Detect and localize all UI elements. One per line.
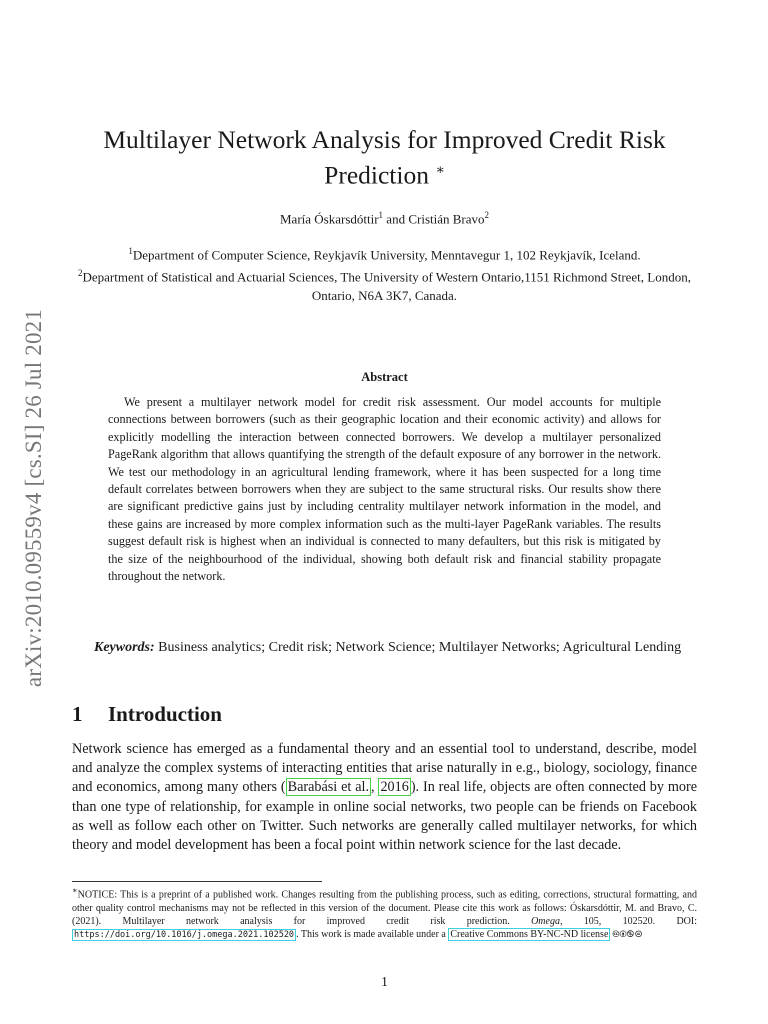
abstract-heading: Abstract [361, 370, 408, 384]
introduction-paragraph: Network science has emerged as a fundamental theory and an essential tool to understand, describe, model and analyze the complex systems of interacting entities that arise naturally in e.g., biology, sociology, finance and economics, among many others ( Barabási et al. , 2016 ). In real life, objects are often connected by more than one type of relationship, for example in online social networks, two people can be friends on Facebook as well as follow each other on Twitter. Such networks are generally called multilayer networks, for which theory and model development has been a focal point within network science for the last decade. [72, 741, 697, 854]
footnote-mark: ∗ [72, 886, 78, 895]
citation-link-year[interactable]: 2016 [380, 779, 409, 796]
affiliation-mark: 1 [378, 210, 384, 220]
author-conjunction: and [383, 211, 409, 227]
footnote: ∗NOTICE: This is a preprint of a published work. Changes resulting from the publishing process, such as editing, corrections, structural formatting, and other quality control mechanisms may not be reflected in this version of the document. Please cite this work as follows: Óskarsdóttir, M. and Bravo, C. (2021). Multilayer network analysis for improved credit risk prediction. Omega, 105, 102520. DOI: https://doi.org/10.1016/j.omega.2021.102520 . This work is made available under a Creative Commons BY-NC-ND license 🅭🅯🄏⊜ [72, 886, 697, 940]
arxiv-identifier-stamp: arXiv:2010.09559v4 [cs.SI] 26 Jul 2021 [21, 308, 46, 688]
creative-commons-icon: 🅭🅯🄏⊜ [612, 928, 644, 940]
keywords-label: Keywords: [94, 640, 155, 655]
affiliations [72, 242, 697, 305]
author-name: Cristián Bravo [408, 211, 485, 227]
footnote-rule [72, 881, 322, 882]
abstract-body: We present a multilayer network model for credit risk assessment. Our model accounts for multiple connections between borrowers (such as their geographic location and their economic activity) and allows for explicitly modelling the interaction between connected borrowers. We develop a multilayer personalized PageRank algorithm that allows quantifying the strength of the default exposure of any borrower in the network. We test our methodology in an agricultural lending framework, where it has been suspected for a long time default correlates between borrowers when they are subject to the same structural risks. Our results show there are significant predictive gains just by including centrality multilayer network information in the model, and these gains are increased by more complex information such as the multi-layer PageRank variables. The results suggest default risk is highest when an individual is connected to many defaulters, but this risk is mitigated by the size of the neighbourhood of the individual, showing both default risk and financial stability propagate throughout the network. [108, 395, 661, 584]
paper-title [72, 124, 697, 191]
journal-name: Omega [531, 915, 560, 927]
affiliation-1: $^1$Department of Computer Science, Reykjavík University, Menntavegur 1, 102 Reykjavík, Iceland. [128, 246, 641, 263]
title-footnote-mark[interactable]: ∗ [435, 163, 445, 178]
title-text: Multilayer Network Analysis for Improved Credit Risk Prediction [103, 125, 666, 190]
section-number: 1 [72, 702, 83, 726]
section-heading [72, 702, 697, 727]
author-name: María Óskarsdóttir [279, 211, 379, 227]
citation-link-author[interactable]: Barabási et al. [287, 779, 370, 796]
keywords-text: Business analytics; Credit risk; Network Science; Multilayer Networks; Agricultural Lending [154, 640, 682, 655]
author-list [72, 210, 697, 227]
affiliation-mark: 2 [484, 210, 490, 220]
section-title: Introduction [108, 702, 222, 726]
license-link[interactable]: Creative Commons BY-NC-ND license [450, 928, 609, 940]
keywords [72, 638, 697, 657]
affiliation-2: $^2$Department of Statistical and Actuarial Sciences, The University of Western Ontario,1151 Richmond Street, London, Ontario, N6A 3K7, Canada. [78, 268, 691, 303]
doi-link[interactable]: https://doi.org/10.1016/j.omega.2021.102520 [74, 929, 295, 940]
page-number: 1 [381, 975, 388, 990]
